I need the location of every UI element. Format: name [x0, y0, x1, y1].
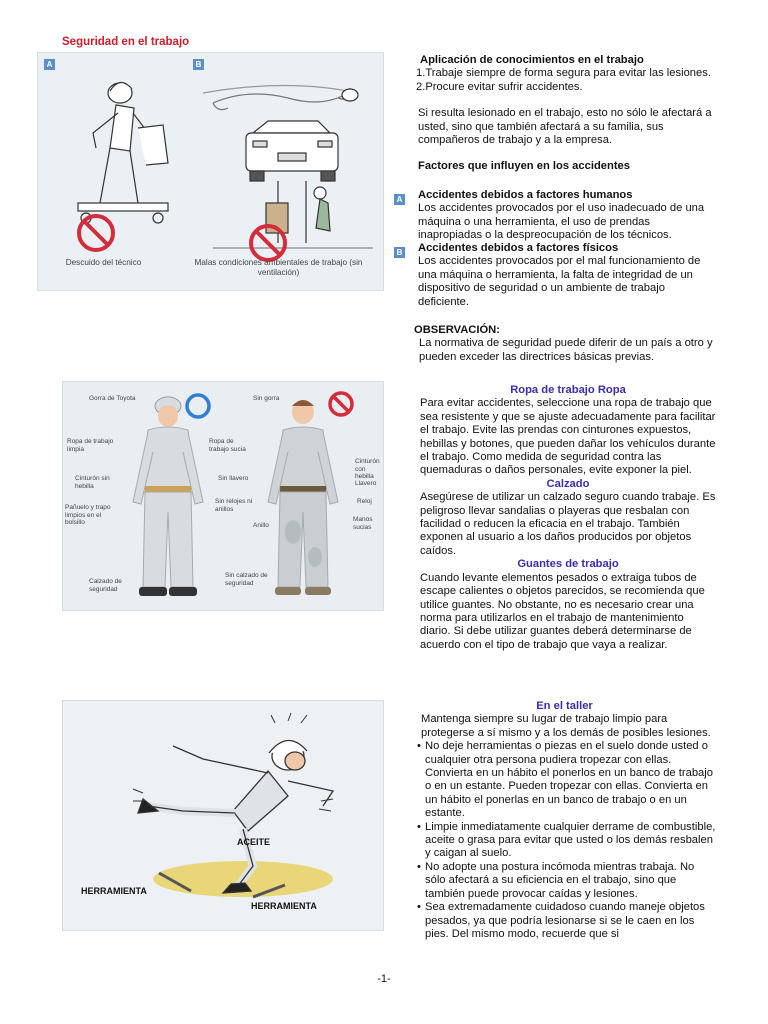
section-workwear: [420, 384, 716, 652]
human-factors-text: Los accidentes provocados por el uso inadecuado de una máquina o una herramienta, el uso de prendas inapropiadas o la despreocupación de los técnicos.: [418, 202, 705, 242]
list-item: • Sea extremadamente cuidadoso cuando maneje objetos pesados, ya que podría lesionarse si se le caen en los pies. Del mismo modo, recuerde que si: [417, 901, 716, 941]
list-item-2: 2.Procure evitar sufrir accidentes.: [416, 80, 583, 93]
technician-drawing: [78, 82, 168, 223]
factors-title: Factores que influyen en los accidentes: [418, 160, 631, 173]
label-toyota-cap: Gorra de Toyota: [89, 395, 136, 402]
section-workshop: [421, 700, 716, 941]
figure-tag-a: A: [44, 59, 55, 70]
workshop-title: En el taller: [536, 700, 593, 712]
improper-worker-drawing: [268, 400, 338, 595]
clothes-title: Ropa de trabajo Ropa: [510, 384, 626, 396]
label-safety-shoes: Calzado de seguridad: [89, 578, 122, 593]
label-no-watch-ring: Sin relojes ni anillos: [215, 498, 253, 513]
physical-factors-text: Los accidentes provocados por el mal funcionamiento de una máquina o herramienta, la falta de integridad de un dispositivo de seguridad o un ambiente de trabajo deficiente.: [418, 255, 701, 308]
shoes-text: Asegúrese de utilizar un calzado seguro cuando trabaje. Es peligroso llevar sandalias o playeras que resbalan con facilidad o reducen la eficacia en el trabajo. También exponen al usuario a los daños producidos por objetos caídos.: [420, 491, 716, 557]
workwear-illustration: [63, 382, 383, 610]
human-factors: [418, 189, 714, 243]
clothes-text: Para evitar accidentes, seleccione una ropa de trabajo que sea resistente y que se ajuste adecuadamente para facilitar el trabajo. Evite las prendas con cinturones expuestos, hebillas y botones, que pueden dañar los vehículos durante el trabajo. Como medida de seguridad contra las quemaduras o daños personales, evite exponer la piel.: [420, 397, 716, 477]
label-dirty-clothes: Ropa de trabajo sucia: [209, 438, 246, 453]
figure-technician-and-ventilation: [37, 52, 384, 291]
figure-caption-a: Descuido del técnico: [65, 258, 142, 267]
label-watch: Reloj: [357, 498, 372, 505]
injury-paragraph: Si resulta lesionado en el trabajo, esto no sólo le afectará a usted, sino que también afectará a su familia, sus compañeros de trabajo y a la empresa.: [418, 107, 712, 147]
human-factors-title: Accidentes debidos a factores humanos: [418, 189, 633, 201]
label-no-safety-shoes: Sin calzado de seguridad: [225, 572, 268, 587]
label-belt-no-buckle: Cinturón sin hebilla: [75, 475, 110, 490]
proper-worker-drawing: [133, 397, 203, 596]
label-no-cap: Sin gorra: [253, 395, 280, 402]
prohibited-icon-c: [330, 393, 352, 415]
workshop-list: [417, 740, 716, 941]
figure-tag-b: B: [193, 59, 204, 70]
label-oil: ACEITE: [237, 837, 271, 847]
list-item: • No adopte una postura incómoda mientras trabaja. No sólo afectará a su eficiencia en el trabajo, sino que también puede provocar caídas y lesiones.: [417, 861, 716, 901]
workshop-intro: Mantenga siempre su lugar de trabajo limpio para protegerse a sí mismo y a los demás de posibles lesiones.: [421, 713, 711, 739]
figure-workshop-fall: [62, 700, 384, 931]
figure-workwear: [62, 381, 384, 611]
physical-factors-title: Accidentes debidos a factores físicos: [418, 242, 619, 254]
page-title: Seguridad en el trabajo: [62, 36, 190, 48]
label-tool-right: HERRAMIENTA: [251, 901, 317, 911]
label-no-keychain: Sin llavero: [218, 475, 249, 482]
list-item: • Limpie inmediatamente cualquier derrame de combustible, aceite o grasa para evitar que usted o los demás resbalen y caigan al suelo.: [417, 821, 716, 861]
text-tag-a: A: [394, 194, 405, 205]
gloves-title: Guantes de trabajo: [517, 558, 619, 571]
label-keychain: Llavero: [355, 480, 377, 487]
page-number: -1-: [377, 973, 391, 985]
ok-circle-icon: [187, 395, 209, 417]
observation: [414, 324, 714, 364]
physical-factors: [418, 242, 714, 309]
label-ring: Anillo: [253, 522, 269, 529]
figure-caption-b: Malas condiciones ambientales de trabajo (sin ventilación): [194, 258, 363, 277]
label-clean-cloth: Pañuelo y trapo limpios en el bolsillo: [65, 504, 111, 526]
text-tag-b: B: [394, 247, 405, 258]
gloves-text: Cuando levante elementos pesados o extraiga tubos de escape calientes o objetos parecidos, se recomienda que utilice guantes. No obstante, no es necesario crear una norma para utilizarlos en el trabajo de mantenimiento diario. Si debe utilizar guantes deberá determinarse de acuerdo con el tipo de trabajo que vaya a realizar.: [420, 571, 705, 651]
observation-title: OBSERVACIÓN:: [414, 324, 500, 336]
label-tool-left: HERRAMIENTA: [81, 886, 147, 896]
prohibited-icon-a: [79, 216, 113, 250]
figure-1-illustration: [38, 53, 383, 290]
list-item: • No deje herramientas o piezas en el suelo donde usted o cualquier otra persona pudiera tropezar con ellas. Convierta en un hábito el ponerlos en un banco de trabajo o en un estante. Pueden tropezar con ellas. Convierta en un hábito el ponerlas en un banco de trabajo o en un estante.: [417, 740, 716, 820]
label-dirty-hands: Manos sucias: [353, 516, 373, 531]
section-knowledge: [415, 54, 715, 174]
observation-text: La normativa de seguridad puede diferir de un país a otro y pueden exceder las directrices básicas previas.: [419, 337, 713, 363]
label-belt-buckle: Cinturón con hebilla: [355, 458, 380, 480]
section-knowledge-title: Aplicación de conocimientos en el trabajo: [420, 54, 644, 66]
shoes-title: Calzado: [546, 477, 590, 490]
list-item-1: 1.Trabaje siempre de forma segura para evitar las lesiones.: [416, 67, 711, 80]
car-garage-drawing: [203, 86, 373, 249]
label-clean-clothes: Ropa de trabajo limpia: [67, 438, 114, 453]
